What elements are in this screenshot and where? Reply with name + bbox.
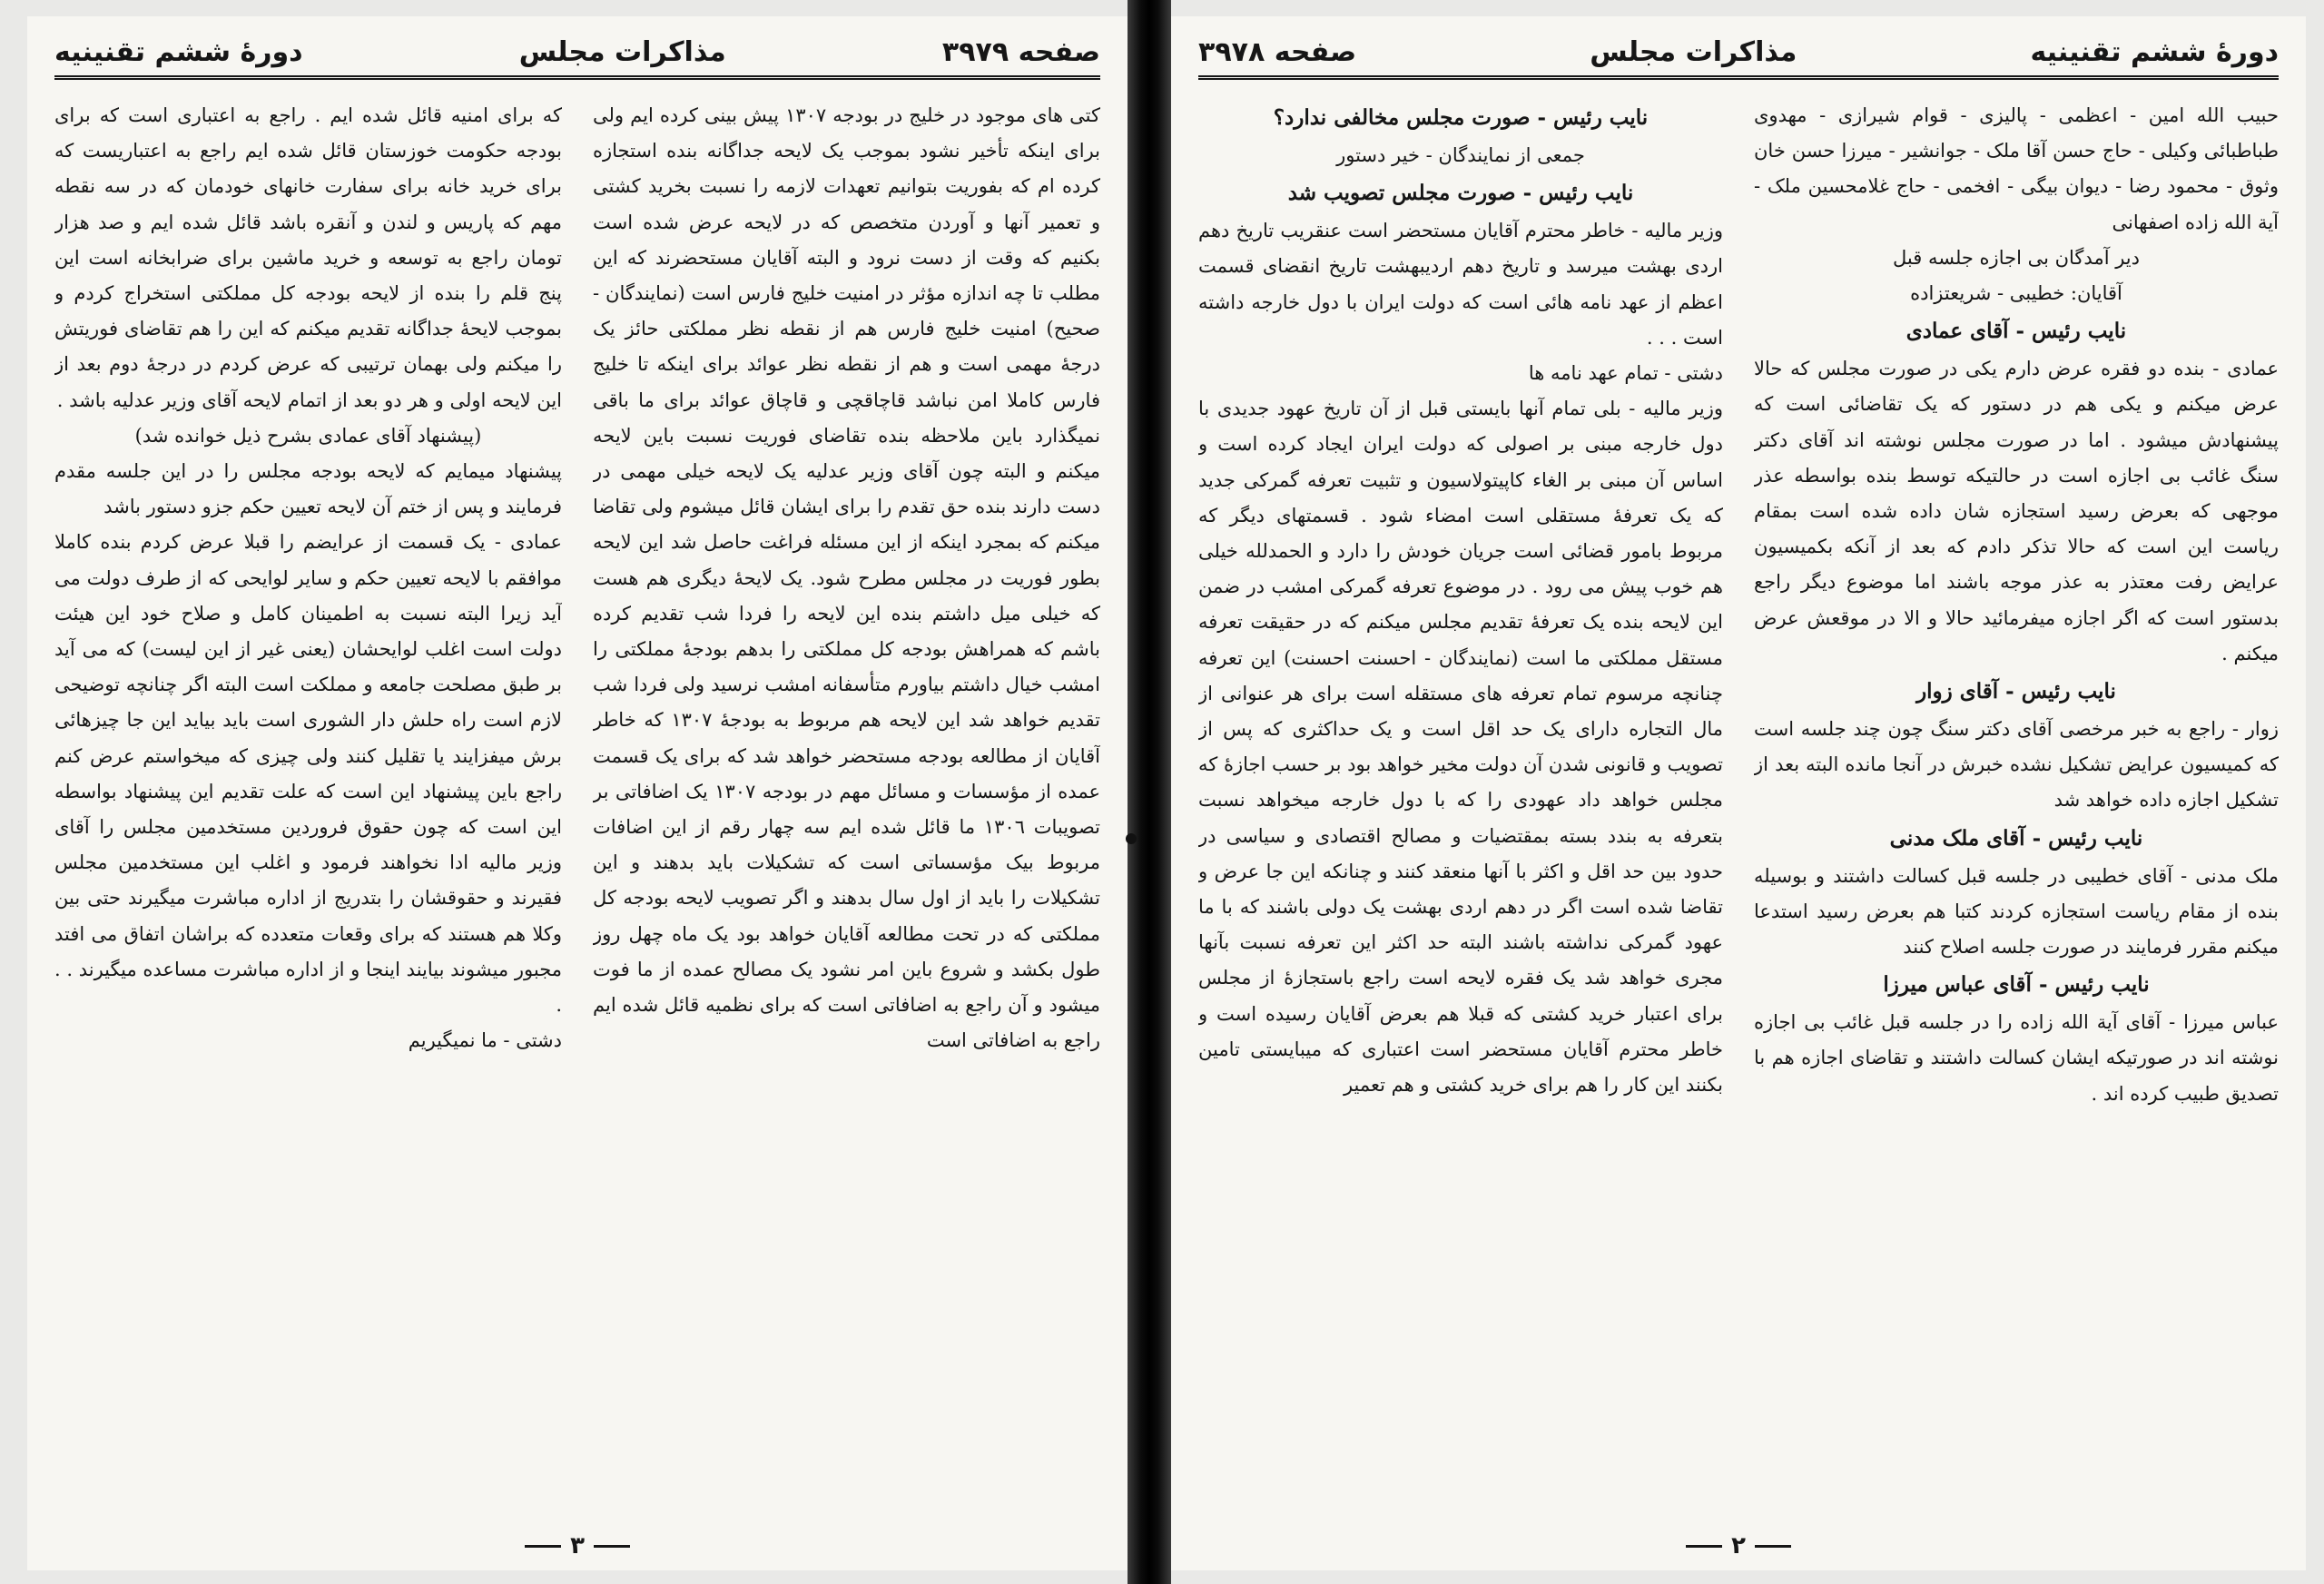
text-column (1198, 98, 1723, 1507)
paragraph: حبیب الله امین - اعظمی - پالیزی - قوام شیرازی - مهدوی طباطبائی وکیلی - حاج حسن آقا ملک - جوانشیر - میرزا حسن خان وثوق - محمود رضا - دیوان بیگی - افخمی - حاج غلامحسین ملک - آیة الله زاده اصفهانی (1754, 104, 2279, 233)
paragraph: ملک مدنی - آقای خطیبی در جلسه قبل کسالت داشتند و بوسیله بنده از مقام ریاست استجازه کردند کتبا هم بعرض رسید استدعا میکنم مقرر فرمایند در صورت جلسه اصلاح کنند (1754, 864, 2279, 959)
page-right (1171, 16, 2306, 1570)
speaker-heading: نایب رئیس - آقای ملک مدنی (1889, 825, 2143, 851)
page-left (27, 16, 1128, 1570)
paragraph: دشتی - ما نمیگیریم (408, 1029, 562, 1052)
binding-gutter (1128, 0, 1171, 1584)
speaker-heading: نایب رئیس - صورت مجلس مخالفی ندارد؟ (1273, 105, 1649, 130)
page-header-right (1198, 24, 2279, 80)
folio-right (1171, 1532, 2306, 1559)
page-number: صفحه ٣٩٧٩ (941, 35, 1100, 68)
header-title: مذاکرات مجلس (1590, 35, 1797, 68)
paragraph: عمادی - بنده دو فقره عرض دارم یکی در صورت مجلس که حالا عرض میکنم و یکی هم در دستور که یک تقاضائی است که پیشنهادش میشود . اما در صورت مجلس نوشته اند آقای دکتر سنگ غائب بی اجازه است در حالتیکه توسط بنده بواسطه عذر موجهی که بعرض رسید استجازه شان داده شده است بمقام ریاست این است که حالا تذکر دادم که بعد از آنکه بکمیسیون عرایض رفت معتذر به عذر موجه باشند اما موضوع دیگر راجع بدستور است که اگر اجازه میفرمائید حالا و الا در موقعش عرض میکنم . (1754, 358, 2279, 664)
columns-left (54, 98, 1100, 1507)
page-number: صفحه ٣٩٧٨ (1198, 35, 1357, 68)
text-column (1754, 98, 2279, 1507)
binding-hole (1126, 833, 1137, 844)
centered-line: دیر آمدگان بی اجازه جلسه قبل (1893, 246, 2140, 269)
speaker-heading: نایب رئیس - آقای عباس میرزا (1883, 972, 2150, 998)
paragraph: پیشنهاد میمایم که لایحه بودجه مجلس را در این جلسه مقدم فرمایند و پس از ختم آن لایحه تعیین حکم جزو دستور باشد (54, 460, 562, 518)
header-session: دورهٔ ششم تقنینیه (54, 35, 303, 68)
paragraph: عباس میرزا - آقای آیة الله زاده را در جلسه قبل غائب بی اجازه نوشته اند در صورتیکه ایشان کسالت داشتند و تقاضای اجازه هم با تصدیق طبیب کرده اند . (1754, 1011, 2279, 1105)
folio-left (27, 1532, 1128, 1559)
centered-line: آقایان: خطیبی - شریعتزاده (1910, 282, 2122, 305)
text-column (593, 98, 1100, 1507)
paragraph: عمادی - یک قسمت از عرایضم را قبلا عرض کردم بنده کاملا موافقم با لایحه تعیین حکم و سایر لوایحی که از طرف دولت می آید زیرا البته نسبت به اطمینان کامل و صلاح خود این هیئت دولت است اغلب لوایحشان (یعنی غیر از این لیست) که می آید بر طبق مصلحت جامعه و مملکت است البته اگر چنانچه توضیحی لازم است راه حلش دار الشوری است باید بیاید این جا چیزهائی برش میفزایند یا تقلیل کنند ولی چیزی که میخواستم عرض کنم راجع باین پیشنهاد این است که علت تقدیم این پیشنهاد بواسطه این است که چون حقوق فروردین مستخدمین مجلس را آقای وزیر مالیه ادا نخواهند فرمود و اغلب این مستخدمین مجلس فقیرند و حقوقشان را بتدریج از اداره مباشرت میگیرند حتی بین وکلا هم هستند که برای وقعات متعدده که براشان اتفاق می افتد مجبور میشوند بیایند اینجا و از اداره مباشرت مساعده میگیرند . . . (54, 531, 562, 1017)
paragraph: زوار - راجع به خبر مرخصی آقای دکتر سنگ چون چند جلسه است که کمیسیون عرایض تشکیل نشده خبرش در آنجا مانده البته بعد از تشکیل اجازه داده خواهد شد (1754, 718, 2279, 812)
header-title: مذاکرات مجلس (518, 35, 726, 68)
paragraph: که برای امنیه قائل شده ایم . راجع به اعتباری است که برای بودجه حکومت خوزستان قائل شده ایم راجع به اعتباریست که برای خرید خانه برای سفارت خانهای خودمان که در سه نقطه مهم که پاریس و لندن و آنقره باشد قائل شده ایم و صد هزار تومان راجع به توسعه و خرید ماشین برای ضرابخانه است این پنج قلم را بنده از لایحه بودجه کل مملکتی استخراج کردم و بموجب لایحهٔ جداگانه تقدیم میکنم که این را هم تقاضای فوریتش را میکنم ولی بهمان ترتیبی که عرض کردم در درجهٔ دوم بعد از این لایحه اولی و هر دو بعد از اتمام لایحه آقای وزیر عدلیه باشد . (54, 104, 562, 411)
speaker-heading: نایب رئیس - آقای زوار (1916, 679, 2116, 704)
paragraph: کتی های موجود در خلیج در بودجه ١٣٠٧ پیش بینی کرده ایم ولی برای اینکه تأخیر نشود بموجب یک لایحه جداگانه بنده استجازه کرده ام که بفوریت بتوانیم تعهدات لازمه را نسبت بخرید کشتی و تعمیر آنها و آوردن متخصص که در لایحه عرض شده است بکنیم که وقت از دست نرود و البته آقایان مستحضرند که این مطلب تا چه اندازه مؤثر در امنیت خلیج فارس است (نمایندگان - صحیح) امنیت خلیج فارس هم از نقطه نظر مملکتی حائز یک درجهٔ مهمی است و هم از نقطه نظر عوائد برای اینکه تا خلیج فارس کاملا امن نباشد قاچاقچی و قاچاق عوائد برای ما باقی نمیگذارد باین ملاحظه بنده تقاضای فوریت نسبت باین لایحه میکنم و البته چون آقای وزیر عدلیه یک لایحه خیلی مهمی در دست دارند بنده حق تقدم را برای ایشان قائل میشوم ولی تقاضا میکنم که بمجرد اینکه از این مسئله فراغت حاصل شد این لایحه بطور فوریت در مجلس مطرح شود. یک لایحهٔ دیگری هم هست که خیلی میل داشتم بنده این لایحه را فردا شب تقدیم کرده باشم که همراهش بودجه کل مملکتی را بدهم بودجهٔ مملکتی را امشب خیال داشتم بیاورم متأسفانه امشب نرسید ولی فردا شب تقدیم خواهد شد این لایحه هم مربوط به بودجهٔ ١٣٠٧ که خاطر آقایان از مطالعه بودجه مستحضر خواهد شد که برای یک قسمت عمده از مؤسسات و مسائل مهم در بودجه ١٣٠٧ یک اضافاتی بر تصویبات ١٣٠٦ ما قائل شده ایم سه چهار رقم از این اضافات مربوط بیک مؤسساتی است که تشکیلات باید بدهند و این تشکیلات را باید از اول سال بدهند و اگر تصویب لایحه بودجه کل مملکتی که در تحت مطالعه آقایان خواهد بود یک ماه چهل روز طول بکشد و شروع باین امر نشود یک مصالح عمده از ما فوت میشود و آن راجع به اضافاتی است که برای نظمیه قائل شده ایم راجع به اضافاتی است (593, 104, 1100, 1052)
paragraph: وزیر مالیه - بلی تمام آنها بایستی قبل از آن تاریخ عهود جدیدی با دول خارجه مبنی بر اصولی که دولت ایران ایجاد کرده است و اساس آن مبنی بر الغاء کاپیتولاسیون و تثبیت تعرفه گمرکی جدید که یک تعرفهٔ مستقلی است امضاء شود . قسمتهای دیگر که مربوط بامور قضائی است جریان خودش را دارد و الحمدلله خیلی هم خوب پیش می رود . در موضوع تعرفه گمرکی امشب در ضمن این لایحه بنده یک تعرفهٔ تقدیم مجلس میکنم که در حقیقت تعرفه مستقل مملکتی ما است (نمایندگان - احسنت احسنت) این تعرفه چنانچه مرسوم تمام تعرفه های مستقله است برای هر عنوانی از مال التجاره دارای یک حد اقل است و یک حداکثری که پس از تصویب و قانونی شدن آن دولت مخیر خواهد بود بر حسب اجازهٔ که مجلس خواهد داد عهودی را که با دول خارجه میخواهد نسبت بتعرفه به بندد بسته بمقتضیات و مصالح اقتصادی و سیاسی در حدود بین حد اقل و اکثر با آنها منعقد کنند و چنانکه این جا عرض و تقاضا شده است اگر در دهم اردی بهشت یک دولی باشند که با ما عهود گمرکی نداشته باشند البته حد اکثر این تعرفه نسبت بآنها مجری خواهد شد یک فقره لایحه است راجع باستجازهٔ از مجلس برای اعتبار خرید کشتی که قبلا هم بعرض آقایان رسیده است و خاطر محترم آقایان مستحضر است اعتباری که میبایستی تامین بکنند این کار را هم برای خرید کشتی و هم تعمیر (1198, 398, 1723, 1097)
paragraph: دشتی - تمام عهد نامه ها (1528, 362, 1723, 385)
text-column (54, 98, 562, 1507)
folio-number: ٢ (1731, 1532, 1746, 1559)
paragraph: وزیر مالیه - خاطر محترم آقایان مستحضر است عنقریب تاریخ دهم اردی بهشت میرسد و تاریخ دهم اردیبهشت تاریخ انقضای قسمت اعظم از عهد نامه هائی است که دولت ایران با دول خارجه داشته است . . . (1198, 220, 1723, 349)
header-session: دورهٔ ششم تقنینیه (2030, 35, 2279, 68)
header-rule (1198, 75, 2279, 80)
speaker-heading: نایب رئیس - صورت مجلس تصویب شد (1287, 181, 1634, 206)
page-header-left (54, 24, 1100, 80)
centered-line: جمعی از نمایندگان - خیر دستور (1336, 144, 1585, 166)
columns-right (1198, 98, 2279, 1507)
speaker-heading: نایب رئیس - آقای عمادی (1905, 319, 2127, 344)
folio-number: ٣ (570, 1532, 585, 1559)
centered-line: (پیشنهاد آقای عمادی بشرح ذیل خوانده شد) (134, 424, 482, 447)
header-rule (54, 75, 1100, 80)
